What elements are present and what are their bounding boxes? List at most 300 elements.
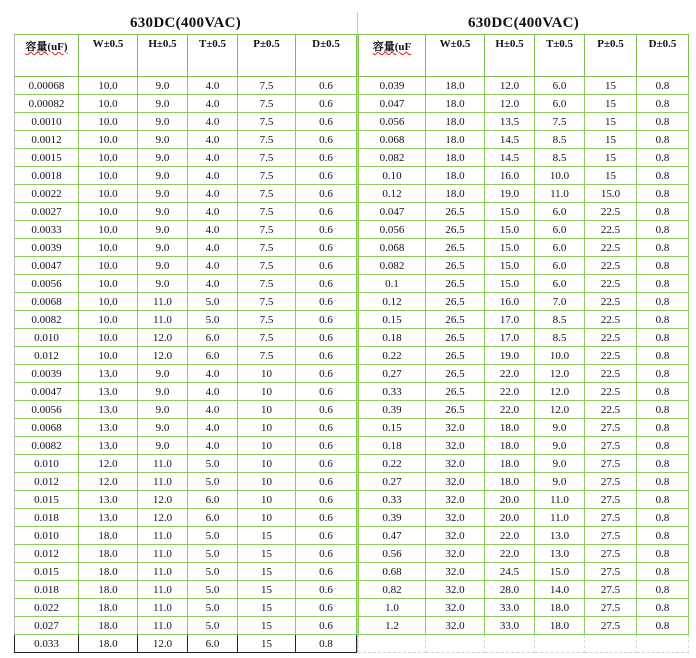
cell-w: 32.0 [426, 437, 485, 455]
cell-p: 27.5 [585, 455, 637, 473]
cell-w: 18.0 [79, 563, 138, 581]
table-row [15, 491, 357, 509]
table-row [359, 329, 689, 347]
cell-t: 4.0 [188, 149, 238, 167]
table-row [15, 149, 357, 167]
table-row [15, 347, 357, 365]
cell-t: 4.0 [188, 401, 238, 419]
cell-t: 9.0 [535, 437, 585, 455]
cell-p: 15 [238, 581, 296, 599]
cell-h: 9.0 [138, 185, 188, 203]
cell-d: 0.8 [637, 311, 689, 329]
cell-p: 7.5 [238, 95, 296, 113]
cell-w: 26.5 [426, 311, 485, 329]
cell-h: 11.0 [138, 311, 188, 329]
table-row [359, 113, 689, 131]
cell-w: 10.0 [79, 221, 138, 239]
cell-p: 15 [238, 599, 296, 617]
cell-capacitance: 0.12 [359, 185, 426, 203]
cell-p: 15 [585, 149, 637, 167]
cell-t: 4.0 [188, 365, 238, 383]
cell-w: 10.0 [79, 77, 138, 95]
cell-t: 8.5 [535, 311, 585, 329]
table-row [15, 293, 357, 311]
cell-capacitance: 0.027 [15, 617, 79, 635]
cell-t: 10.0 [535, 347, 585, 365]
cell-p: 7.5 [238, 113, 296, 131]
cell-w: 10.0 [79, 185, 138, 203]
cell-h: 18.0 [485, 419, 535, 437]
cell-p: 22.5 [585, 275, 637, 293]
header-w: W±0.5 [426, 35, 485, 77]
cell-t: 5.0 [188, 473, 238, 491]
table-row [359, 617, 689, 635]
cell-t: 5.0 [188, 455, 238, 473]
cell-capacitance: 0.0033 [15, 221, 79, 239]
cell-d: 0.6 [296, 311, 357, 329]
cell-capacitance: 0.15 [359, 419, 426, 437]
cell-capacitance: 1.0 [359, 599, 426, 617]
cell-p: 15 [585, 131, 637, 149]
cell-w: 10.0 [79, 131, 138, 149]
cell-h: 12.0 [138, 509, 188, 527]
cell-p: 10 [238, 365, 296, 383]
cell-h: 13.5 [485, 113, 535, 131]
cell-h: 33.0 [485, 617, 535, 635]
cell-h: 9.0 [138, 131, 188, 149]
table-row [359, 473, 689, 491]
cell-w: 10.0 [79, 293, 138, 311]
cell-t: 11.0 [535, 185, 585, 203]
right-spec-table [358, 12, 689, 653]
table-row [359, 347, 689, 365]
cell-w: 18.0 [426, 167, 485, 185]
cell-w: 32.0 [426, 545, 485, 563]
cell-d: 0.6 [296, 95, 357, 113]
cell-capacitance: 0.0068 [15, 293, 79, 311]
cell-p: 10 [238, 419, 296, 437]
cell-p: 7.5 [238, 347, 296, 365]
cell-h: 15.0 [485, 275, 535, 293]
table-row [359, 599, 689, 617]
cell-capacitance: 0.18 [359, 437, 426, 455]
cell-w: 18.0 [426, 131, 485, 149]
cell-capacitance: 0.12 [359, 293, 426, 311]
cell-h: 11.0 [138, 581, 188, 599]
cell-d: 0.8 [637, 113, 689, 131]
cell-d: 0.8 [637, 221, 689, 239]
cell-d: 0.6 [296, 167, 357, 185]
cell-capacitance: 0.0018 [15, 167, 79, 185]
cell-h: 22.0 [485, 401, 535, 419]
cell-w: 13.0 [79, 509, 138, 527]
cell-h: 9.0 [138, 221, 188, 239]
cell-d: 0.8 [637, 509, 689, 527]
cell-capacitance: 0.018 [15, 581, 79, 599]
header-p: P±0.5 [585, 35, 637, 77]
cell-capacitance: 0.10 [359, 167, 426, 185]
cell-t: 11.0 [535, 491, 585, 509]
cell-capacitance: 0.22 [359, 347, 426, 365]
right-table-title: 630DC(400VAC) [467, 14, 580, 31]
table-row [359, 131, 689, 149]
cell-p: 27.5 [585, 527, 637, 545]
cell-w: 18.0 [426, 185, 485, 203]
cell-w: 10.0 [79, 95, 138, 113]
cell-d: 0.8 [637, 203, 689, 221]
cell-p: 7.5 [238, 77, 296, 95]
table-row [359, 311, 689, 329]
cell-d: 0.6 [296, 239, 357, 257]
cell-d: 0.6 [296, 437, 357, 455]
cell-p: 15 [238, 617, 296, 635]
header-capacitance-label: 容量(uF [372, 41, 412, 53]
cell-p: 27.5 [585, 599, 637, 617]
cell-t: 6.0 [535, 257, 585, 275]
cell-h: 11.0 [138, 545, 188, 563]
table-row [359, 203, 689, 221]
table-row [15, 401, 357, 419]
cell-t: 4.0 [188, 113, 238, 131]
cell-t: 6.0 [535, 95, 585, 113]
cell-w: 18.0 [426, 77, 485, 95]
cell-h: 12.0 [138, 491, 188, 509]
cell-h: 22.0 [485, 383, 535, 401]
table-row [359, 293, 689, 311]
table-row [15, 635, 357, 653]
cell-h: 9.0 [138, 401, 188, 419]
cell-d: 0.8 [637, 95, 689, 113]
cell-w: 10.0 [79, 239, 138, 257]
cell-capacitance: 0.0047 [15, 383, 79, 401]
table-row [15, 239, 357, 257]
cell-w: 26.5 [426, 365, 485, 383]
cell-h [485, 635, 535, 653]
cell-w: 12.0 [79, 455, 138, 473]
cell-h: 22.0 [485, 527, 535, 545]
table-row [359, 275, 689, 293]
cell-p: 22.5 [585, 221, 637, 239]
cell-d: 0.8 [637, 581, 689, 599]
cell-capacitance: 0.33 [359, 383, 426, 401]
table-row [359, 545, 689, 563]
table-row [359, 437, 689, 455]
cell-p: 7.5 [238, 275, 296, 293]
cell-d: 0.6 [296, 527, 357, 545]
cell-w: 26.5 [426, 383, 485, 401]
cell-capacitance: 0.015 [15, 563, 79, 581]
cell-h: 19.0 [485, 347, 535, 365]
cell-w: 10.0 [79, 275, 138, 293]
cell-t: 4.0 [188, 419, 238, 437]
cell-capacitance: 0.012 [15, 347, 79, 365]
cell-h: 18.0 [485, 437, 535, 455]
cell-h: 11.0 [138, 599, 188, 617]
cell-capacitance: 0.15 [359, 311, 426, 329]
cell-d: 0.6 [296, 203, 357, 221]
cell-h: 9.0 [138, 95, 188, 113]
cell-p: 27.5 [585, 491, 637, 509]
cell-d: 0.6 [296, 329, 357, 347]
cell-w: 26.5 [426, 239, 485, 257]
cell-h: 19.0 [485, 185, 535, 203]
cell-capacitance: 0.82 [359, 581, 426, 599]
cell-t [535, 635, 585, 653]
table-row [15, 617, 357, 635]
cell-d: 0.6 [296, 581, 357, 599]
header-d: D±0.5 [296, 35, 357, 77]
cell-p: 27.5 [585, 617, 637, 635]
cell-w: 26.5 [426, 347, 485, 365]
cell-capacitance: 0.0012 [15, 131, 79, 149]
cell-p: 22.5 [585, 401, 637, 419]
cell-h: 9.0 [138, 77, 188, 95]
cell-p: 10 [238, 383, 296, 401]
cell-h: 12.0 [138, 329, 188, 347]
cell-p: 15 [585, 113, 637, 131]
cell-h: 18.0 [485, 455, 535, 473]
cell-p: 7.5 [238, 257, 296, 275]
cell-p: 15 [238, 563, 296, 581]
cell-d: 0.8 [637, 149, 689, 167]
cell-capacitance: 0.0082 [15, 311, 79, 329]
cell-h: 11.0 [138, 563, 188, 581]
cell-t: 6.0 [535, 239, 585, 257]
cell-d: 0.6 [296, 545, 357, 563]
cell-h: 9.0 [138, 365, 188, 383]
table-row [15, 419, 357, 437]
cell-capacitance: 0.068 [359, 131, 426, 149]
cell-p: 7.5 [238, 185, 296, 203]
cell-capacitance: 0.012 [15, 473, 79, 491]
cell-capacitance: 0.0082 [15, 437, 79, 455]
cell-w: 18.0 [426, 113, 485, 131]
cell-h: 11.0 [138, 617, 188, 635]
cell-d: 0.6 [296, 419, 357, 437]
cell-t: 6.0 [188, 491, 238, 509]
cell-t: 5.0 [188, 617, 238, 635]
cell-w: 13.0 [79, 401, 138, 419]
cell-t: 6.0 [188, 347, 238, 365]
cell-w: 26.5 [426, 257, 485, 275]
table-row [359, 581, 689, 599]
cell-capacitance: 0.056 [359, 221, 426, 239]
cell-capacitance: 0.0027 [15, 203, 79, 221]
cell-h: 9.0 [138, 149, 188, 167]
cell-p: 7.5 [238, 329, 296, 347]
cell-t: 4.0 [188, 275, 238, 293]
cell-capacitance [359, 635, 426, 653]
cell-capacitance: 0.0068 [15, 419, 79, 437]
cell-capacitance: 0.082 [359, 149, 426, 167]
cell-t: 7.5 [535, 113, 585, 131]
cell-capacitance: 0.010 [15, 527, 79, 545]
cell-p: 15 [585, 95, 637, 113]
cell-t: 12.0 [535, 365, 585, 383]
table-row [15, 581, 357, 599]
cell-capacitance: 0.0039 [15, 239, 79, 257]
cell-h: 18.0 [485, 473, 535, 491]
cell-h: 9.0 [138, 239, 188, 257]
cell-h: 15.0 [485, 221, 535, 239]
left-spec-table-panel [14, 12, 357, 653]
cell-p: 10 [238, 473, 296, 491]
cell-w: 18.0 [79, 635, 138, 653]
table-row [359, 455, 689, 473]
cell-d: 0.6 [296, 293, 357, 311]
cell-w: 18.0 [79, 599, 138, 617]
table-row [359, 401, 689, 419]
cell-d: 0.8 [637, 473, 689, 491]
cell-d: 0.6 [296, 257, 357, 275]
cell-p: 15 [585, 77, 637, 95]
cell-p: 27.5 [585, 545, 637, 563]
left-table-title: 630DC(400VAC) [129, 14, 242, 31]
cell-p: 7.5 [238, 293, 296, 311]
table-row [15, 203, 357, 221]
cell-d: 0.8 [637, 617, 689, 635]
cell-capacitance: 0.00068 [15, 77, 79, 95]
cell-h: 28.0 [485, 581, 535, 599]
table-row [15, 473, 357, 491]
table-row [15, 77, 357, 95]
cell-capacitance: 1.2 [359, 617, 426, 635]
cell-w: 18.0 [79, 581, 138, 599]
cell-p: 22.5 [585, 365, 637, 383]
cell-d: 0.6 [296, 347, 357, 365]
cell-w: 13.0 [79, 437, 138, 455]
table-row [15, 95, 357, 113]
cell-d: 0.6 [296, 563, 357, 581]
cell-t: 6.0 [535, 275, 585, 293]
cell-h: 11.0 [138, 293, 188, 311]
cell-capacitance: 0.039 [359, 77, 426, 95]
cell-p: 27.5 [585, 509, 637, 527]
cell-p: 15.0 [585, 185, 637, 203]
cell-d: 0.8 [637, 239, 689, 257]
cell-d: 0.6 [296, 401, 357, 419]
cell-t: 4.0 [188, 257, 238, 275]
table-row [359, 257, 689, 275]
cell-w: 32.0 [426, 527, 485, 545]
table-row [15, 221, 357, 239]
cell-h: 14.5 [485, 149, 535, 167]
cell-t: 14.0 [535, 581, 585, 599]
cell-p: 22.5 [585, 203, 637, 221]
cell-h: 11.0 [138, 527, 188, 545]
cell-p: 7.5 [238, 167, 296, 185]
cell-w: 18.0 [79, 545, 138, 563]
header-d: D±0.5 [637, 35, 689, 77]
cell-p: 7.5 [238, 311, 296, 329]
cell-w: 18.0 [79, 527, 138, 545]
cell-w: 32.0 [426, 617, 485, 635]
table-row [15, 455, 357, 473]
cell-p: 22.5 [585, 329, 637, 347]
table-row [15, 257, 357, 275]
table-row [15, 563, 357, 581]
cell-d: 0.8 [637, 383, 689, 401]
cell-h: 17.0 [485, 311, 535, 329]
cell-p [585, 635, 637, 653]
table-row [359, 383, 689, 401]
table-row [359, 185, 689, 203]
cell-t: 12.0 [535, 401, 585, 419]
cell-d: 0.6 [296, 221, 357, 239]
cell-p: 7.5 [238, 203, 296, 221]
cell-d: 0.8 [637, 419, 689, 437]
table-row [359, 635, 689, 653]
cell-h: 9.0 [138, 167, 188, 185]
cell-capacitance: 0.39 [359, 509, 426, 527]
cell-w: 10.0 [79, 203, 138, 221]
cell-h: 12.0 [485, 77, 535, 95]
cell-d: 0.6 [296, 275, 357, 293]
cell-capacitance: 0.22 [359, 455, 426, 473]
cell-h: 9.0 [138, 383, 188, 401]
cell-p: 27.5 [585, 563, 637, 581]
cell-w: 10.0 [79, 113, 138, 131]
cell-d: 0.8 [637, 563, 689, 581]
cell-p: 22.5 [585, 383, 637, 401]
table-row [359, 77, 689, 95]
cell-p: 27.5 [585, 581, 637, 599]
cell-t: 5.0 [188, 545, 238, 563]
cell-d: 0.6 [296, 365, 357, 383]
cell-t: 18.0 [535, 617, 585, 635]
table-row [359, 491, 689, 509]
cell-t: 5.0 [188, 563, 238, 581]
cell-d: 0.8 [637, 437, 689, 455]
table-row [15, 113, 357, 131]
cell-capacitance: 0.0047 [15, 257, 79, 275]
cell-t: 6.0 [535, 221, 585, 239]
cell-d: 0.6 [296, 149, 357, 167]
table-row [359, 149, 689, 167]
cell-w: 18.0 [426, 95, 485, 113]
table-row [15, 527, 357, 545]
cell-w: 18.0 [79, 617, 138, 635]
left-spec-table [14, 12, 357, 653]
cell-capacitance: 0.0010 [15, 113, 79, 131]
table-row [359, 527, 689, 545]
cell-w: 26.5 [426, 221, 485, 239]
header-t: T±0.5 [188, 35, 238, 77]
cell-h: 9.0 [138, 257, 188, 275]
cell-w: 26.5 [426, 329, 485, 347]
cell-t: 4.0 [188, 239, 238, 257]
cell-w: 12.0 [79, 473, 138, 491]
cell-p: 10 [238, 491, 296, 509]
cell-capacitance: 0.018 [15, 509, 79, 527]
cell-t: 4.0 [188, 131, 238, 149]
cell-d: 0.8 [637, 167, 689, 185]
cell-t: 9.0 [535, 419, 585, 437]
cell-h: 14.5 [485, 131, 535, 149]
cell-w: 10.0 [79, 167, 138, 185]
cell-w: 10.0 [79, 347, 138, 365]
cell-t: 7.0 [535, 293, 585, 311]
cell-d: 0.8 [637, 293, 689, 311]
cell-capacitance: 0.012 [15, 545, 79, 563]
cell-w [426, 635, 485, 653]
cell-w: 13.0 [79, 491, 138, 509]
cell-w: 32.0 [426, 581, 485, 599]
cell-capacitance: 0.047 [359, 203, 426, 221]
table-row [15, 437, 357, 455]
cell-t: 18.0 [535, 599, 585, 617]
cell-t: 9.0 [535, 473, 585, 491]
